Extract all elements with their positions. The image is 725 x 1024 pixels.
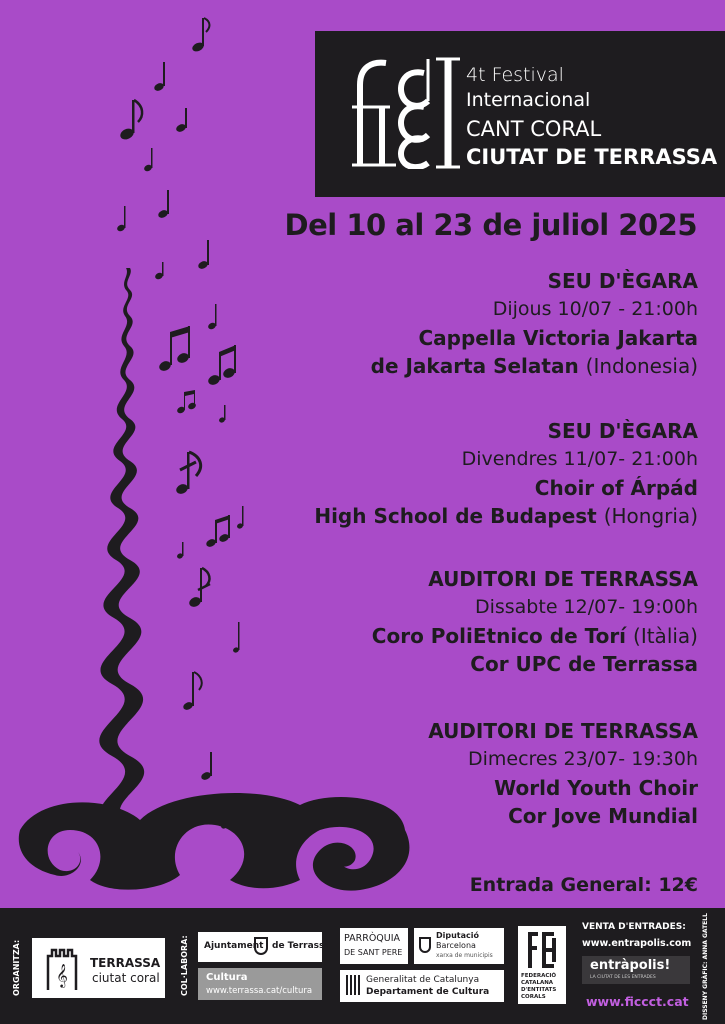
festival-url[interactable]: www.ficcct.cat [586, 994, 689, 1009]
event-performer-line2: de Jakarta Selatan (Indonesia) [370, 354, 698, 378]
disseny-credit: DISSENY GRÀFIC: ANNA GATELL [702, 913, 709, 1020]
ticket-price: Entrada General: 12€ [469, 874, 698, 896]
festival-name: CANT CORAL [466, 117, 602, 141]
parroquia-line1: PARRÒQUIA [344, 933, 401, 944]
svg-text:𝄞: 𝄞 [56, 963, 68, 987]
event-performer: Choir of Árpád [534, 476, 698, 500]
cultura-url[interactable]: www.terrassa.cat/cultura [206, 986, 313, 996]
generalitat-line2: Departament de Cultura [366, 987, 490, 997]
venda-label: VENTA D'ENTRADES: [582, 922, 686, 932]
event-4 [428, 718, 698, 830]
event-venue: SEU D'ÈGARA [547, 419, 698, 443]
event-performer-line2: High School de Budapest (Hongria) [314, 504, 698, 528]
festival-city: CIUTAT DE TERRASSA [466, 145, 718, 169]
terrassa-name: TERRASSA [90, 956, 161, 970]
fcec-line4: CORALS [521, 994, 546, 1000]
event-country: (Hongria) [603, 504, 698, 528]
fcec-line3: D'ENTITATS [521, 987, 557, 993]
event-time: Divendres 11/07- 21:00h [461, 448, 698, 470]
event-time: Dissabte 12/07- 19:00h [474, 596, 698, 618]
event-2 [314, 418, 698, 530]
event-performer: Cappella Victoria Jakarta [418, 326, 698, 350]
festival-type: Internacional [466, 89, 591, 111]
senyera-icon [346, 975, 360, 995]
parroquia-line2: DE SANT PERE [344, 948, 403, 957]
festival-logo-mark [350, 55, 462, 169]
generalitat-catalunya-logo [340, 970, 504, 1002]
diputacio-line1: Diputació [436, 931, 480, 940]
ajuntament-suffix: de Terrassa [272, 941, 331, 951]
diputacio-line2: Barcelona [436, 941, 476, 950]
generalitat-line1: Generalitat de Catalunya [366, 975, 480, 985]
terrassa-sub: ciutat coral [92, 971, 160, 985]
event-time: Dijous 10/07 - 21:00h [492, 298, 698, 320]
event-performer: World Youth Choir [494, 776, 698, 800]
event-country: (Indonesia) [585, 354, 698, 378]
diputacio-line3: xarxa de municipis [436, 952, 493, 959]
cultura-terrassa-logo [198, 968, 322, 1000]
event-performer: Cor Jove Mundial [508, 804, 698, 828]
cultura-title: Cultura [206, 972, 248, 983]
tower-icon [44, 946, 80, 990]
entrapolis-tag: LA CIUTAT DE LES ENTRADES [590, 975, 656, 980]
event-venue: AUDITORI DE TERRASSA [428, 719, 698, 743]
ajuntament-prefix: Ajuntament [204, 941, 264, 951]
event-performer-line1: Coro PoliEtnico de Torí (Itàlia) [371, 624, 698, 648]
diputacio-barcelona-logo [414, 928, 504, 964]
event-country: (Itàlia) [633, 624, 698, 648]
fcec-line1: FEDERACIÓ [521, 973, 557, 979]
collabora-label: COL·LABORA: [180, 935, 189, 996]
fcec-line2: CATALANA [521, 980, 554, 986]
event-3 [372, 566, 698, 678]
fcec-mark-icon [526, 930, 558, 970]
sponsors-footer [0, 908, 725, 1024]
terrassa-ciutat-coral-logo [32, 938, 165, 998]
parroquia-sant-pere-logo [340, 928, 408, 964]
entrapolis-name: entràpolis! [590, 958, 671, 973]
event-venue: SEU D'ÈGARA [547, 269, 698, 293]
venda-url[interactable]: www.entrapolis.com [582, 938, 692, 949]
event-venue: AUDITORI DE TERRASSA [428, 567, 698, 591]
coat-of-arms-icon [254, 937, 268, 955]
organitza-label: ORGANITZA: [12, 939, 21, 996]
festival-dates: Del 10 al 23 de juliol 2025 [284, 208, 697, 242]
festival-edition: 4t Festival [466, 64, 564, 86]
ajuntament-terrassa-logo [198, 932, 331, 962]
event-time: Dimecres 23/07- 19:30h [467, 748, 698, 770]
event-performer: Cor UPC de Terrassa [470, 652, 698, 676]
entrapolis-logo [582, 956, 690, 984]
shield-icon [419, 937, 431, 953]
event-1 [371, 268, 698, 380]
fcec-logo [518, 926, 566, 1004]
